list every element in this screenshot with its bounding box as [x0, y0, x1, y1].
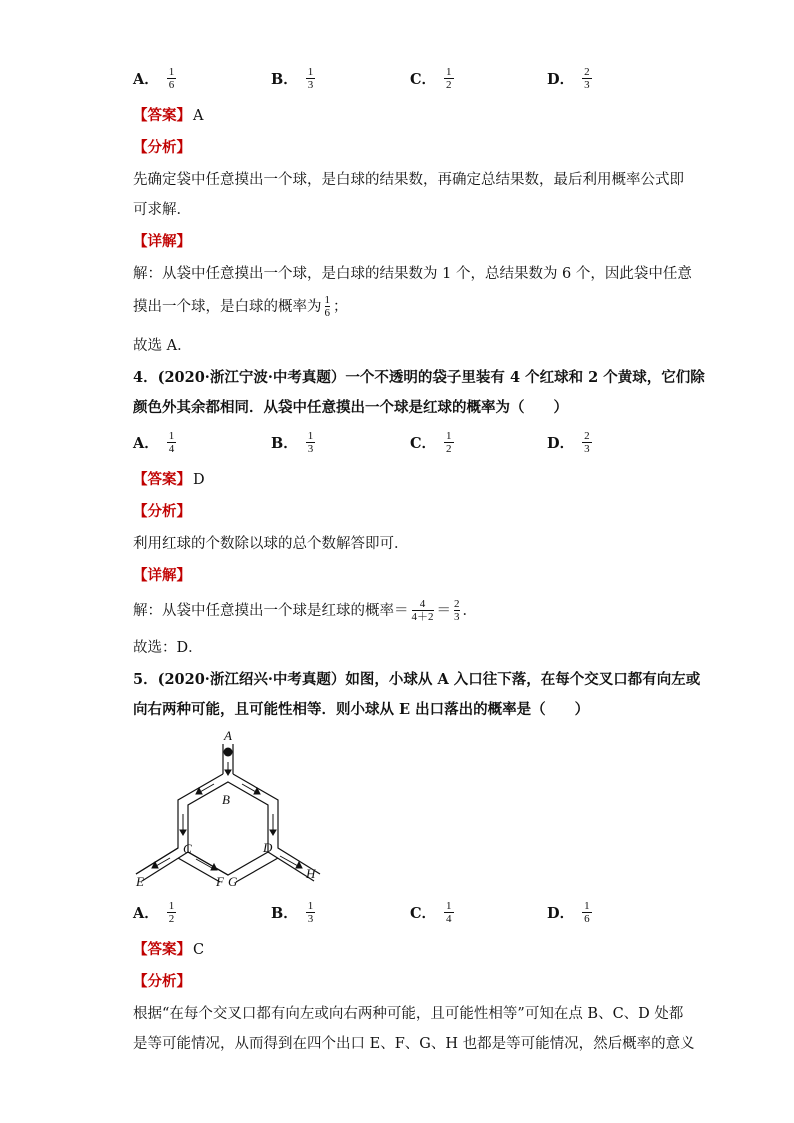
q3-detail-line1: 解：从袋中任意摸出一个球，是白球的结果数为 1 个，总结果数为 6 个，因此袋中任意 — [133, 266, 692, 282]
label-b: B — [222, 792, 230, 807]
fraction: $\frac{1}{6}$ — [584, 900, 590, 925]
label-c: C — [183, 841, 192, 856]
q3-option-d[interactable]: D． $\frac{2}{3}$ — [547, 66, 590, 91]
fraction: $\frac{1}{2}$ — [168, 900, 175, 925]
fraction: $\frac{1}{6}$ — [324, 294, 330, 319]
q5-option-b[interactable]: B． $\frac{1}{3}$ — [271, 900, 314, 925]
q5-stem-line1: 5．(2020·浙江绍兴·中考真题）如图，小球从 A 入口往下落，在每个交叉口都有向左或 — [133, 671, 701, 688]
fraction: $\frac{4}{4+2}$ — [411, 598, 434, 623]
label-d: D — [263, 840, 273, 855]
fraction: $\frac{1}{4}$ — [168, 430, 175, 455]
q4-stem-line1: 4．(2020·浙江宁波·中考真题）一个不透明的袋子里装有 4 个红球和 2 个黄球，它们除 — [133, 369, 705, 386]
q5-analysis-label: 【分析】 — [133, 973, 191, 990]
label-e: E — [136, 874, 144, 889]
fraction: $\frac{1}{2}$ — [446, 430, 452, 455]
fraction: $\frac{1}{3}$ — [307, 430, 314, 455]
fraction: $\frac{2}{3}$ — [584, 430, 590, 455]
q5-option-c[interactable]: C． $\frac{1}{4}$ — [410, 900, 452, 925]
q3-detail-line2: 摸出一个球，是白球的概率为 $\frac{1}{6}$ ； — [133, 294, 348, 319]
q4-option-d[interactable]: D． $\frac{2}{3}$ — [547, 430, 590, 455]
q4-option-c[interactable]: C． $\frac{1}{2}$ — [410, 430, 452, 455]
fraction: $\frac{1}{4}$ — [446, 900, 452, 925]
fraction: $\frac{2}{3}$ — [454, 598, 460, 623]
fraction: $\frac{1}{6}$ — [168, 66, 175, 91]
label-g: G — [228, 874, 238, 889]
q3-option-b[interactable]: B． $\frac{1}{3}$ — [271, 66, 314, 91]
q4-analysis-line1: 利用红球的个数除以球的总个数解答即可． — [133, 536, 409, 552]
q3-conclusion: 故选 A． — [133, 338, 192, 354]
label-a: A — [224, 728, 232, 743]
q4-option-a[interactable]: A． $\frac{1}{4}$ — [133, 430, 175, 455]
q3-detail-label: 【详解】 — [133, 233, 191, 250]
fraction: $\frac{2}{3}$ — [584, 66, 590, 91]
q5-analysis-line2: 是等可能情况，从而得到在四个出口 E、F、G、H 也都是等可能情况，然后概率的意义 — [133, 1036, 695, 1052]
q4-detail-label: 【详解】 — [133, 567, 191, 584]
q3-option-c[interactable]: C． $\frac{1}{2}$ — [410, 66, 452, 91]
q3-analysis-label: 【分析】 — [133, 139, 191, 156]
q4-detail-line: 解：从袋中任意摸出一个球是红球的概率＝ $\frac{4}{4+2}$ ＝ $\frac{2}{3}$ ． — [133, 598, 477, 623]
q5-analysis-line1: 根据“在每个交叉口都有向左或向右两种可能，且可能性相等”可知在点 B、C、D 处都 — [133, 1006, 684, 1022]
q5-stem-line2: 向右两种可能，且可能性相等．则小球从 E 出口落出的概率是（ ） — [133, 701, 590, 718]
ball — [224, 748, 233, 757]
q3-analysis-line1: 先确定袋中任意摸出一个球，是白球的结果数，再确定总结果数，最后利用概率公式即 — [133, 172, 684, 188]
q5-option-a[interactable]: A． $\frac{1}{2}$ — [133, 900, 175, 925]
q4-answer: 【答案】 D — [133, 471, 205, 488]
q4-option-b[interactable]: B． $\frac{1}{3}$ — [271, 430, 314, 455]
label-h: H — [306, 866, 316, 881]
q5-answer: 【答案】 C — [133, 941, 205, 958]
fraction: $\frac{1}{3}$ — [307, 66, 314, 91]
label-f: F — [216, 874, 224, 889]
q3-answer: 【答案】 A — [133, 107, 204, 124]
q3-analysis-line2: 可求解． — [133, 202, 191, 218]
fraction: $\frac{1}{3}$ — [307, 900, 314, 925]
q5-option-d[interactable]: D． $\frac{1}{6}$ — [547, 900, 590, 925]
fraction: $\frac{1}{2}$ — [446, 66, 452, 91]
q4-conclusion: 故选：D． — [133, 640, 203, 656]
q4-stem-line2: 颜色外其余都相同．从袋中任意摸出一个球是红球的概率为（ ） — [133, 399, 568, 416]
q3-option-a[interactable]: A． $\frac{1}{6}$ — [133, 66, 175, 91]
ball-drop-figure — [130, 726, 330, 896]
q4-analysis-label: 【分析】 — [133, 503, 191, 520]
